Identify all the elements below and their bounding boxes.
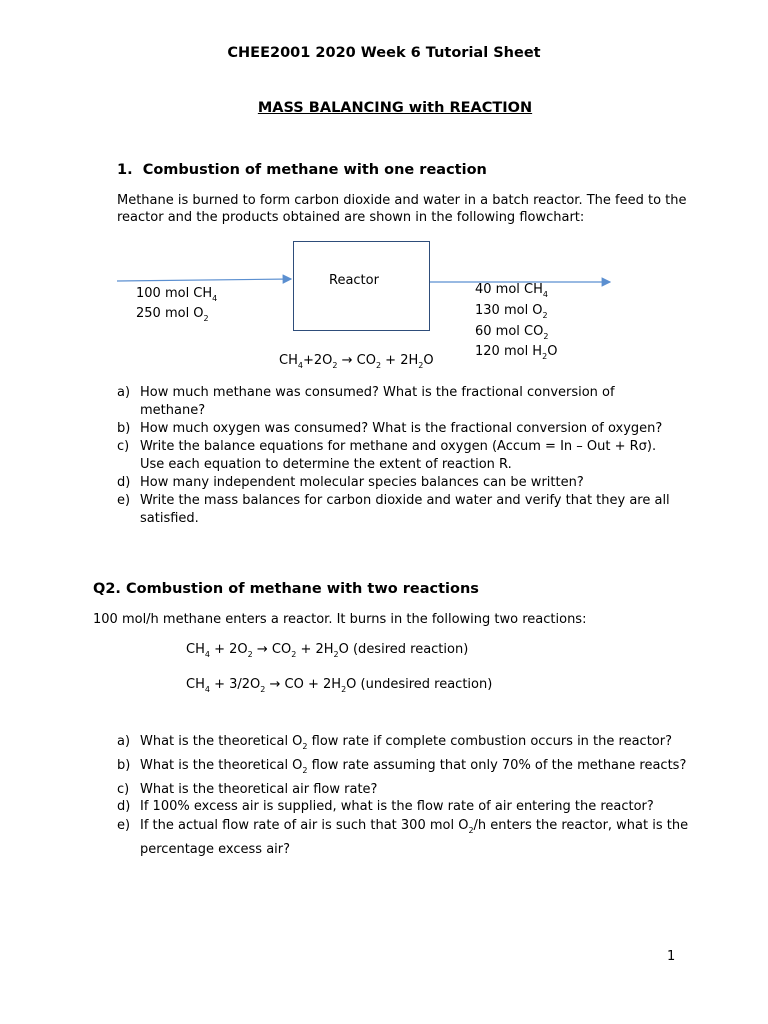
right-arrow-icon: → (341, 353, 353, 368)
q1-question-list (117, 384, 672, 528)
q2-question-e-line2: percentage excess air? (140, 842, 291, 857)
q2-question-c: c) What is the theoretical air flow rate? (117, 782, 378, 797)
q2-question-d: d) If 100% excess air is supplied, what is the flow rate of air entering the reactor? (117, 799, 654, 814)
feed-o2: 250 mol $O_2$ (136, 306, 209, 323)
feed-arrow (117, 279, 291, 281)
q1-equation: $CH_4+2O_2 \to CO_2 + 2H_2O$ (279, 353, 434, 370)
q1-intro-line2: reactor and the products obtained are shown in the following flowchart: (117, 210, 585, 225)
page-number: 1 (667, 949, 676, 964)
q1-question-e: e) Write the mass balances for carbon dioxide and water and verify that they are all satisfied. (117, 493, 670, 526)
feed-ch4: 100 mol $CH_4$ (136, 286, 218, 303)
page-subtitle: MASS BALANCING with REACTION (257, 100, 533, 116)
q1-question-c: c) Write the balance equations for methane and oxygen (Accum = In – Out + Rσ). Use each equation to determine the extent of reaction R. (117, 439, 657, 472)
q2-heading: Q2. Combustion of methane with two reactions (93, 581, 479, 597)
right-arrow-icon: → (256, 642, 268, 657)
reactor-label: Reactor (329, 273, 379, 288)
product-co2: 60 mol $CO_2$ (475, 324, 549, 341)
q2-question-b: b) What is the theoretical $O_2$ flow rate assuming that only 70% of the methane reacts? (117, 758, 687, 775)
q2-reaction-2: $CH_4 + 3/2O_2$ → CO + $2H_2O$ (undesired reaction) (186, 677, 493, 694)
product-o2: 130 mol $O_2$ (475, 303, 548, 320)
q1-question-a: a) How much methane was consumed? What is the fractional conversion of methane? (117, 385, 615, 418)
q1-question-b: b) How much oxygen was consumed? What is the fractional conversion of oxygen? (117, 421, 663, 436)
page-title: CHEE2001 2020 Week 6 Tutorial Sheet (227, 45, 541, 61)
product-h2o: 120 mol $H_2O$ (475, 344, 558, 361)
product-ch4: 40 mol $CH_4$ (475, 282, 548, 299)
q1-question-d: d) How many independent molecular species balances can be written? (117, 475, 584, 490)
q2-question-a: a) What is the theoretical $O_2$ flow rate if complete combustion occurs in the reactor? (117, 734, 672, 751)
q2-intro: 100 mol/h methane enters a reactor. It burns in the following two reactions: (93, 612, 587, 627)
flowchart-arrows (0, 0, 768, 400)
q1-intro-line1: Methane is burned to form carbon dioxide and water in a batch reactor. The feed to the (117, 193, 687, 208)
q1-heading: 1. Combustion of methane with one reaction (117, 162, 487, 178)
right-arrow-icon: → (269, 677, 281, 692)
q2-reaction-1: $CH_4 + 2O_2 \to CO_2 + 2H_2O$ (desired reaction) (186, 642, 469, 659)
q2-question-e: e) If the actual flow rate of air is such that 300 mol $O_2/h$ enters the reactor, what is the (117, 818, 689, 835)
